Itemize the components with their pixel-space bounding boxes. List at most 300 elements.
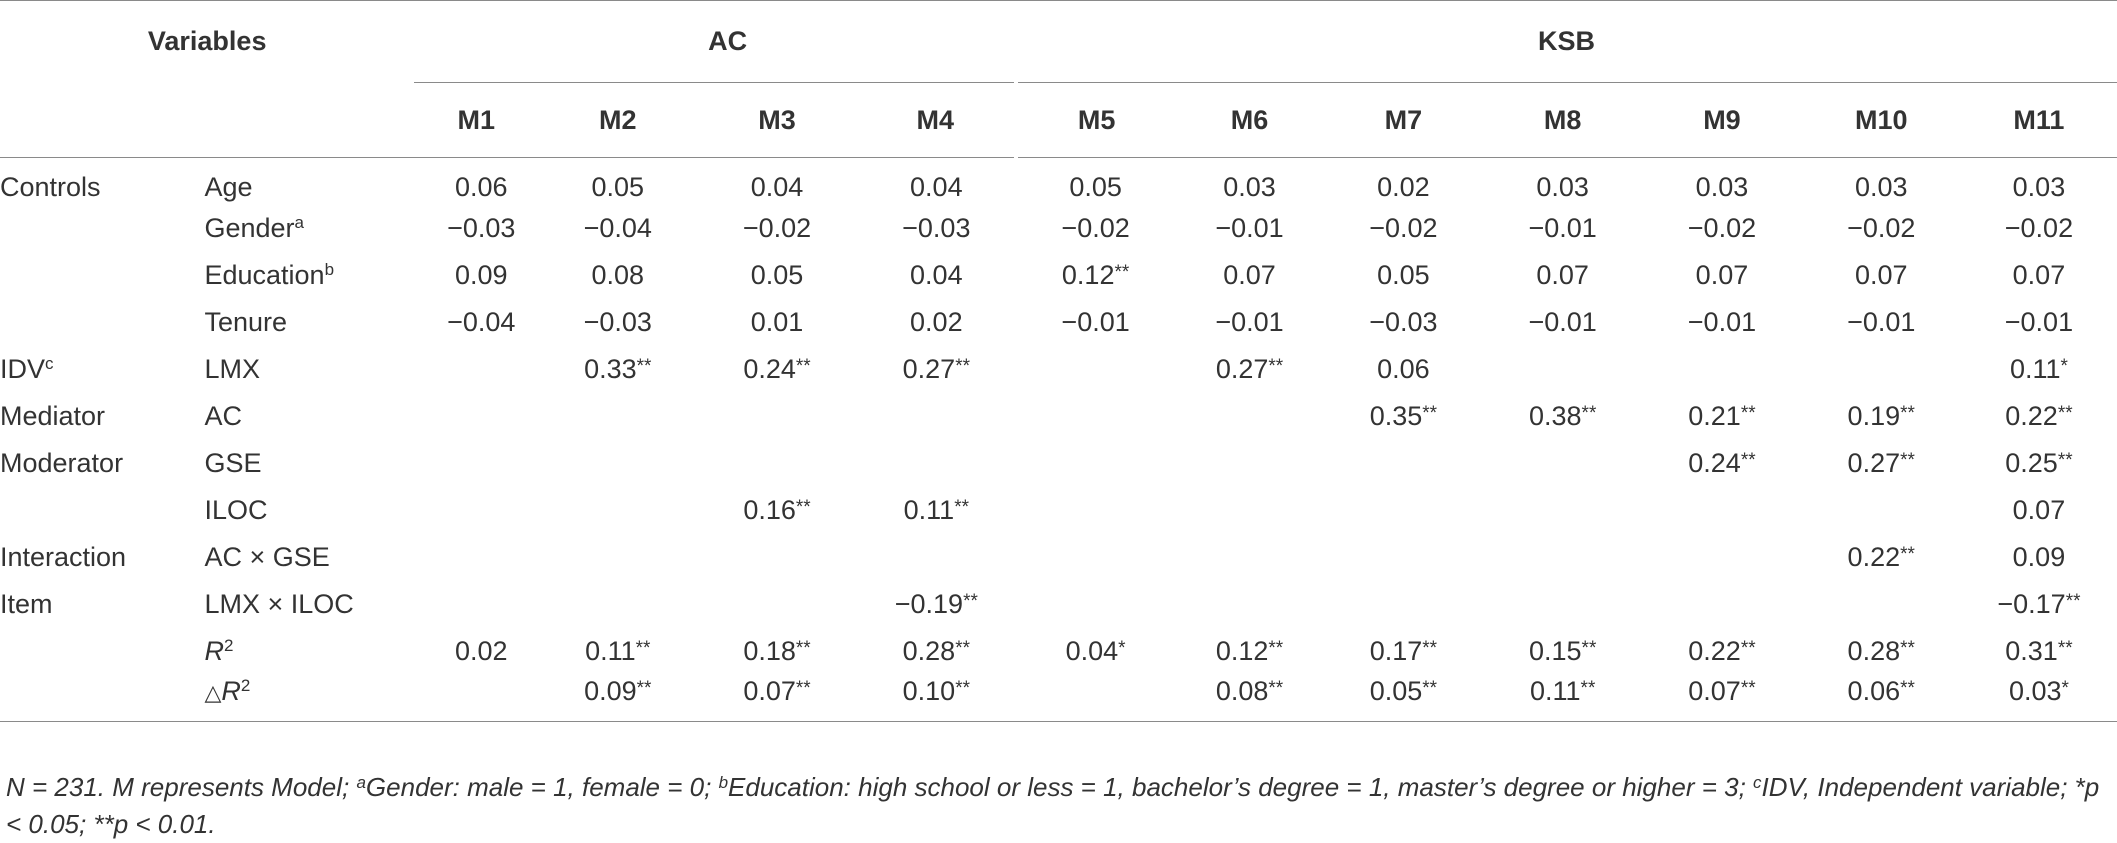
table-row — [0, 675, 2117, 722]
significance-stars: ** — [1268, 678, 1284, 700]
cell-value: −0.03 — [447, 212, 516, 243]
table-cell — [414, 252, 538, 299]
significance-stars: ** — [1422, 678, 1438, 700]
table-cell — [697, 252, 856, 299]
significance-stars: ** — [1581, 637, 1597, 659]
row-variable — [204, 158, 414, 205]
cell-value: 0.15 — [1528, 635, 1582, 666]
model-header: M1 — [414, 83, 538, 158]
table-cell — [1961, 346, 2117, 393]
cell-value: 0.11 — [2009, 353, 2061, 384]
cell-value: −0.01 — [1215, 212, 1284, 243]
table-cell — [1175, 440, 1324, 487]
row-variable — [204, 628, 414, 675]
table-cell — [1642, 252, 1801, 299]
significance-stars: ** — [1900, 637, 1915, 659]
table-cell — [857, 534, 1016, 581]
significance-stars: ** — [2057, 449, 2073, 471]
significance-stars: ** — [1900, 449, 1915, 471]
table-cell — [1483, 534, 1642, 581]
cell-value: 0.24 — [1688, 447, 1741, 478]
cell-value: 0.02 — [454, 635, 508, 666]
table-cell — [1016, 158, 1175, 205]
table-cell — [1483, 628, 1642, 675]
table-cell — [1483, 299, 1642, 346]
table-cell — [414, 393, 538, 440]
table-row — [0, 487, 2117, 534]
footnote-education: Education: high school or less = 1, bachelor’s degree = 1, master’s degree or higher = 3; — [728, 772, 1754, 802]
row-variable — [204, 299, 414, 346]
table-cell — [1802, 346, 1961, 393]
cell-value: 0.09 — [584, 676, 637, 707]
cell-value: 0.08 — [1215, 676, 1269, 707]
significance-stars: ** — [1740, 637, 1756, 659]
cell-value: −0.03 — [583, 306, 652, 337]
cell-value: 0.22 — [2005, 400, 2058, 431]
table-cell — [1642, 675, 1801, 722]
cell-value: 0.22 — [1688, 635, 1741, 666]
significance-stars: ** — [1900, 543, 1915, 565]
table-cell — [697, 675, 856, 722]
cell-value: 0.07 — [1223, 259, 1276, 290]
row-variable-superscript: a — [294, 212, 305, 232]
significance-stars: ** — [963, 590, 978, 612]
table-cell — [414, 205, 538, 252]
table-cell — [1016, 440, 1175, 487]
table-cell — [857, 299, 1016, 346]
table-cell — [857, 440, 1016, 487]
cell-value: 0.02 — [910, 306, 963, 337]
header-blank — [0, 83, 414, 158]
table-cell — [857, 628, 1016, 675]
table-cell — [1483, 205, 1642, 252]
row-category — [0, 440, 204, 487]
table-cell — [1483, 252, 1642, 299]
significance-stars: ** — [795, 637, 811, 659]
table-cell — [414, 487, 538, 534]
table-cell — [538, 346, 697, 393]
cell-value: 0.28 — [1847, 635, 1901, 666]
row-variable-label: AC — [204, 400, 242, 431]
cell-value: 0.22 — [1847, 541, 1901, 572]
table-cell — [414, 158, 538, 205]
cell-value: 0.07 — [2012, 494, 2066, 525]
row-variable-label: GSE — [204, 447, 262, 478]
table-row — [0, 158, 2117, 205]
cell-value: 0.07 — [743, 676, 796, 707]
delta-symbol: △ — [204, 680, 222, 706]
cell-value: −0.02 — [1687, 212, 1757, 243]
row-variable — [204, 675, 414, 722]
table-cell — [1483, 393, 1642, 440]
row-category — [0, 534, 204, 581]
table-cell — [1324, 534, 1483, 581]
cell-value: −0.19 — [894, 588, 964, 619]
cell-value: −0.02 — [2004, 212, 2074, 243]
cell-value: 0.12 — [1061, 259, 1115, 290]
cell-value: −0.02 — [1847, 212, 1916, 243]
table-cell — [1016, 205, 1175, 252]
cell-value: 0.06 — [1847, 676, 1901, 707]
table-cell — [1961, 440, 2117, 487]
table-cell — [1483, 346, 1642, 393]
table-cell — [1175, 534, 1324, 581]
table-cell — [697, 534, 856, 581]
table-cell — [1324, 346, 1483, 393]
cell-value: 0.18 — [743, 635, 796, 666]
cell-value: 0.07 — [2012, 259, 2066, 290]
cell-value: 0.35 — [1369, 400, 1423, 431]
table-cell — [538, 534, 697, 581]
significance-stars: ** — [955, 637, 970, 659]
cell-value: 0.33 — [584, 353, 637, 384]
cell-value: 0.03 — [1695, 171, 1749, 202]
table-cell — [1961, 581, 2117, 628]
table-cell — [1961, 299, 2117, 346]
row-variable-label: AC × GSE — [204, 541, 330, 572]
significance-stars: * — [2060, 355, 2068, 377]
table-cell — [1016, 252, 1175, 299]
row-category-superscript: c — [45, 353, 54, 373]
table-cell — [538, 299, 697, 346]
table-cell — [1324, 581, 1483, 628]
significance-stars: ** — [1581, 402, 1597, 424]
table-cell — [857, 675, 1016, 722]
cell-value: 0.06 — [1377, 353, 1430, 384]
significance-stars: ** — [2057, 402, 2073, 424]
cell-value: 0.11 — [585, 635, 636, 666]
table-cell — [1016, 346, 1175, 393]
table-cell — [1324, 205, 1483, 252]
cell-value: 0.28 — [902, 635, 956, 666]
cell-value: 0.27 — [1215, 353, 1269, 384]
significance-stars: ** — [1740, 402, 1756, 424]
table-cell — [538, 581, 697, 628]
cell-value: 0.07 — [1854, 259, 1908, 290]
significance-stars: ** — [795, 355, 811, 377]
cell-value: 0.27 — [1847, 447, 1901, 478]
table-cell — [1175, 487, 1324, 534]
footnote-gender: Gender: male = 1, female = 0; — [365, 772, 719, 802]
footnote-n: N = 231. M represents Model; — [6, 772, 357, 802]
table-cell — [1642, 534, 1801, 581]
table-body — [0, 158, 2117, 722]
table-footnote — [6, 764, 2111, 843]
row-category — [0, 393, 204, 440]
row-variable — [204, 346, 414, 393]
table-cell — [697, 205, 856, 252]
row-category — [0, 487, 204, 534]
table-cell — [1483, 581, 1642, 628]
model-header: M11 — [1961, 83, 2117, 158]
significance-stars: ** — [1900, 678, 1915, 700]
group-label-ac: AC — [708, 26, 748, 56]
footnote-sup-b: b — [718, 773, 729, 792]
cell-value: 0.04 — [750, 171, 804, 202]
table-cell — [1483, 487, 1642, 534]
row-variable — [204, 487, 414, 534]
row-category — [0, 205, 204, 252]
table-cell — [1802, 487, 1961, 534]
row-variable — [204, 393, 414, 440]
table-cell — [1802, 252, 1961, 299]
table-row — [0, 628, 2117, 675]
table-cell — [1802, 393, 1961, 440]
cell-value: 0.03 — [1223, 171, 1276, 202]
row-category — [0, 675, 204, 722]
table-cell — [1961, 393, 2117, 440]
significance-stars: ** — [955, 678, 970, 700]
table-cell — [1324, 252, 1483, 299]
model-header: M10 — [1802, 83, 1961, 158]
cell-value: 0.16 — [743, 494, 796, 525]
cell-value: −0.17 — [1997, 588, 2066, 619]
significance-stars: * — [2061, 678, 2069, 700]
cell-value: 0.04 — [910, 171, 963, 202]
significance-stars: ** — [1268, 355, 1284, 377]
cell-value: 0.04 — [910, 259, 963, 290]
table-row — [0, 299, 2117, 346]
cell-value: 0.12 — [1215, 635, 1269, 666]
header-row-models — [0, 83, 2117, 158]
group-header-ac — [414, 1, 1016, 83]
model-header: M2 — [538, 83, 697, 158]
cell-value: −0.03 — [902, 212, 971, 243]
table-cell — [1642, 158, 1801, 205]
table-cell — [1961, 487, 2117, 534]
cell-value: 0.11 — [903, 494, 955, 525]
row-variable-label: R — [221, 676, 241, 707]
table-cell — [1324, 487, 1483, 534]
header-row-groups — [0, 1, 2117, 83]
row-variable-label: ILOC — [204, 494, 268, 525]
significance-stars: ** — [635, 637, 651, 659]
table-cell — [1961, 158, 2117, 205]
footnote-idv: IDV, Independent variable; *p < 0.05; **p < 0.01. — [6, 772, 2100, 839]
cell-value: 0.05 — [1377, 259, 1430, 290]
cell-value: 0.38 — [1528, 400, 1582, 431]
table-row — [0, 252, 2117, 299]
table-cell — [1961, 205, 2117, 252]
table-cell — [1324, 299, 1483, 346]
cell-value: 0.08 — [591, 259, 645, 290]
model-header: M6 — [1175, 83, 1324, 158]
model-header: M8 — [1483, 83, 1642, 158]
table-cell — [697, 628, 856, 675]
table-row — [0, 205, 2117, 252]
row-variable — [204, 581, 414, 628]
row-variable-label: Gender — [204, 212, 295, 243]
row-variable-superscript: 2 — [240, 676, 251, 696]
table-cell — [414, 346, 538, 393]
table-cell — [1175, 346, 1324, 393]
significance-stars: ** — [2057, 637, 2073, 659]
cell-value: 0.05 — [591, 171, 645, 202]
model-header: M5 — [1016, 83, 1175, 158]
cell-value: 0.09 — [2012, 541, 2066, 572]
row-category — [0, 252, 204, 299]
table-cell — [414, 440, 538, 487]
significance-stars: ** — [1900, 402, 1915, 424]
cell-value: 0.09 — [454, 259, 508, 290]
cell-value: 0.24 — [743, 353, 796, 384]
model-header: M9 — [1642, 83, 1801, 158]
table-cell — [538, 487, 697, 534]
table-cell — [1961, 628, 2117, 675]
model-header: M7 — [1324, 83, 1483, 158]
significance-stars: ** — [1268, 637, 1284, 659]
table-cell — [1483, 440, 1642, 487]
table-cell — [1802, 581, 1961, 628]
significance-stars: ** — [795, 678, 811, 700]
cell-value: −0.03 — [1369, 306, 1438, 337]
table-cell — [697, 487, 856, 534]
significance-stars: ** — [1422, 637, 1438, 659]
cell-value: −0.01 — [1528, 306, 1597, 337]
table-cell — [538, 205, 697, 252]
significance-stars: ** — [955, 355, 970, 377]
table-cell — [1802, 675, 1961, 722]
cell-value: 0.03 — [2008, 676, 2062, 707]
table-cell — [1642, 628, 1801, 675]
significance-stars: ** — [1740, 678, 1756, 700]
row-category-label: Item — [0, 588, 53, 619]
table-cell — [697, 440, 856, 487]
cell-value: 0.05 — [1069, 171, 1122, 202]
table-cell — [1175, 158, 1324, 205]
table-cell — [1961, 534, 2117, 581]
cell-value: 0.07 — [1536, 259, 1589, 290]
table-cell — [1642, 299, 1801, 346]
table-cell — [1802, 440, 1961, 487]
table-cell — [538, 158, 697, 205]
table-cell — [1642, 487, 1801, 534]
cell-value: −0.04 — [447, 306, 516, 337]
table-cell — [1016, 393, 1175, 440]
table-cell — [1802, 628, 1961, 675]
table-cell — [1483, 675, 1642, 722]
table-cell — [1483, 158, 1642, 205]
row-category — [0, 628, 204, 675]
table-cell — [697, 581, 856, 628]
row-category-label: IDV — [0, 353, 46, 384]
table-cell — [538, 393, 697, 440]
table-cell — [414, 581, 538, 628]
table-cell — [1324, 393, 1483, 440]
cell-value: 0.05 — [750, 259, 804, 290]
table-cell — [857, 393, 1016, 440]
cell-value: 0.02 — [1377, 171, 1430, 202]
table-cell — [1175, 393, 1324, 440]
table-row — [0, 581, 2117, 628]
table-cell — [1016, 675, 1175, 722]
table-cell — [1175, 628, 1324, 675]
table-cell — [857, 205, 1016, 252]
table-row — [0, 393, 2117, 440]
significance-stars: ** — [1580, 678, 1596, 700]
significance-stars: ** — [1740, 449, 1756, 471]
table-cell — [414, 299, 538, 346]
table-cell — [538, 252, 697, 299]
group-label-ksb: KSB — [1537, 26, 1595, 56]
table-cell — [697, 158, 856, 205]
table-cell — [1175, 252, 1324, 299]
row-variable-label: LMX × ILOC — [204, 588, 354, 619]
cell-value: 0.04 — [1065, 635, 1119, 666]
row-category — [0, 158, 204, 205]
table-cell — [697, 393, 856, 440]
table-cell — [414, 628, 538, 675]
cell-value: 0.21 — [1688, 400, 1741, 431]
variables-header: Variables — [0, 1, 414, 83]
table-cell — [1324, 628, 1483, 675]
table-row — [0, 346, 2117, 393]
row-variable — [204, 205, 414, 252]
table-row — [0, 440, 2117, 487]
row-category — [0, 299, 204, 346]
cell-value: −0.02 — [1369, 212, 1438, 243]
table-cell — [1802, 534, 1961, 581]
row-category-label: Controls — [0, 171, 101, 202]
cell-value: 0.05 — [1369, 676, 1423, 707]
row-category-label: Moderator — [0, 447, 124, 478]
table-cell — [1324, 440, 1483, 487]
cell-value: 0.07 — [1688, 676, 1741, 707]
cell-value: −0.02 — [1061, 212, 1130, 243]
row-variable-label: R — [204, 635, 224, 666]
row-variable-superscript: 2 — [223, 635, 234, 655]
row-variable-label: Education — [204, 259, 325, 290]
row-variable — [204, 252, 414, 299]
significance-stars: ** — [2065, 590, 2081, 612]
row-variable-label: Age — [204, 171, 253, 202]
table-cell — [1016, 628, 1175, 675]
cell-value: −0.01 — [1687, 306, 1757, 337]
cell-value: 0.07 — [1695, 259, 1749, 290]
cell-value: 0.01 — [750, 306, 804, 337]
row-category — [0, 346, 204, 393]
row-category-label: Mediator — [0, 400, 106, 431]
significance-stars: ** — [636, 355, 652, 377]
table-cell — [1016, 487, 1175, 534]
table-cell — [538, 675, 697, 722]
footnote-sup-c: c — [1753, 773, 1762, 792]
table-row — [0, 534, 2117, 581]
cell-value: −0.04 — [583, 212, 652, 243]
cell-value: −0.01 — [1847, 306, 1916, 337]
table-cell — [697, 299, 856, 346]
row-variable-label: LMX — [204, 353, 261, 384]
table-cell — [1642, 205, 1801, 252]
table-cell — [414, 534, 538, 581]
cell-value: −0.01 — [1061, 306, 1130, 337]
table-cell — [1961, 675, 2117, 722]
significance-stars: * — [1118, 637, 1126, 659]
table-cell — [1802, 299, 1961, 346]
significance-stars: ** — [1422, 402, 1438, 424]
significance-stars: ** — [636, 678, 652, 700]
table-cell — [1175, 581, 1324, 628]
row-category-label: Interaction — [0, 541, 127, 572]
row-variable — [204, 534, 414, 581]
table-cell — [1016, 299, 1175, 346]
row-variable — [204, 440, 414, 487]
cell-value: 0.31 — [2005, 635, 2058, 666]
table-cell — [1642, 581, 1801, 628]
table-cell — [857, 346, 1016, 393]
table-cell — [1802, 205, 1961, 252]
table-cell — [1016, 534, 1175, 581]
